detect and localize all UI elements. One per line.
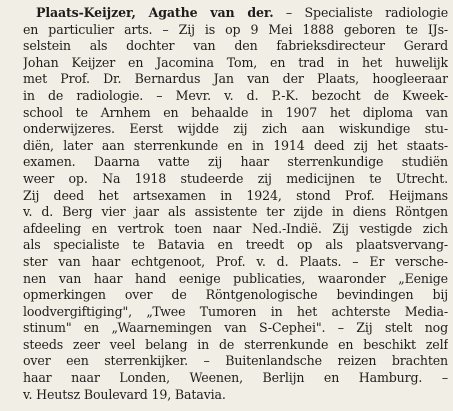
entry-line-7: school te Arnhem en behaalde in 1907 het diploma van xyxy=(23,104,448,120)
entry-line-22: over een sterrenkijker. – Buitenlandsche reizen brachten xyxy=(23,353,448,369)
entry-line-15: als specialiste te Batavia en treedt op als plaatsvervang- xyxy=(23,237,448,253)
entry-line-9: diën, later aan sterrenkunde en in 1914 deed zij het staats- xyxy=(23,137,448,153)
entry-line-12: Zij deed het artsexamen in 1924, stond Prof. Heijmans xyxy=(23,187,448,203)
entry-line-20: stinum" en „Waarnemingen van S-Cephei". – Zij stelt nog xyxy=(23,320,448,336)
entry-line-3: selstein als dochter van den fabrieksdirecteur Gerard xyxy=(23,38,448,54)
entry-line-14: afdeeling en vertrok toen naar Ned.-Indië. Zij vestigde zich xyxy=(23,220,448,236)
entry-line-10: examen. Daarna vatte zij haar sterrenkundige studiën xyxy=(23,154,448,170)
entry-line-19: loodvergiftiging", „Twee Tumoren in het achterste Media- xyxy=(23,303,448,319)
entry-line-11: weer op. Na 1918 studeerde zij medicijnen te Utrecht. xyxy=(23,170,448,186)
entry-line-21: steeds zeer veel belang in de sterrenkunde en beschikt zelf xyxy=(23,336,448,352)
entry-line-4: Johan Keijzer en Jacomina Tom, en trad in het huwelijk xyxy=(23,54,448,70)
entry-line-13: v. d. Berg vier jaar als assistente ter zijde in diens Röntgen xyxy=(23,204,448,220)
biographical-entry xyxy=(23,5,448,403)
entry-name: Plaats-Keijzer, Agathe van der. xyxy=(36,5,274,20)
entry-address-line: v. Heutsz Boulevard 19, Batavia. xyxy=(23,386,226,402)
entry-line-16: ster van haar echtgenoot, Prof. v. d. Plaats. – Er versche- xyxy=(23,253,448,269)
entry-line-18: opmerkingen over de Röntgenologische bevindingen bij xyxy=(23,287,448,303)
entry-line-5: met Prof. Dr. Bernardus Jan van der Plaats, hoogleeraar xyxy=(23,71,448,87)
entry-line-6: in de radiologie. – Mevr. v. d. P.-K. bezocht de Kweek- xyxy=(23,87,448,103)
entry-line-1 xyxy=(23,5,448,22)
entry-line-8: onderwijzeres. Eerst wijdde zij zich aan wiskundige stu- xyxy=(23,121,448,137)
entry-line-23: haar naar Londen, Weenen, Berlijn en Hamburg. – xyxy=(23,370,448,386)
entry-line-17: nen van haar hand eenige publicaties, waaronder „Eenige xyxy=(23,270,448,286)
entry-line-1-text: – Specialiste radiologie xyxy=(285,5,448,20)
entry-line-2: en particulier arts. – Zij is op 9 Mei 1888 geboren te IJs- xyxy=(23,21,448,37)
